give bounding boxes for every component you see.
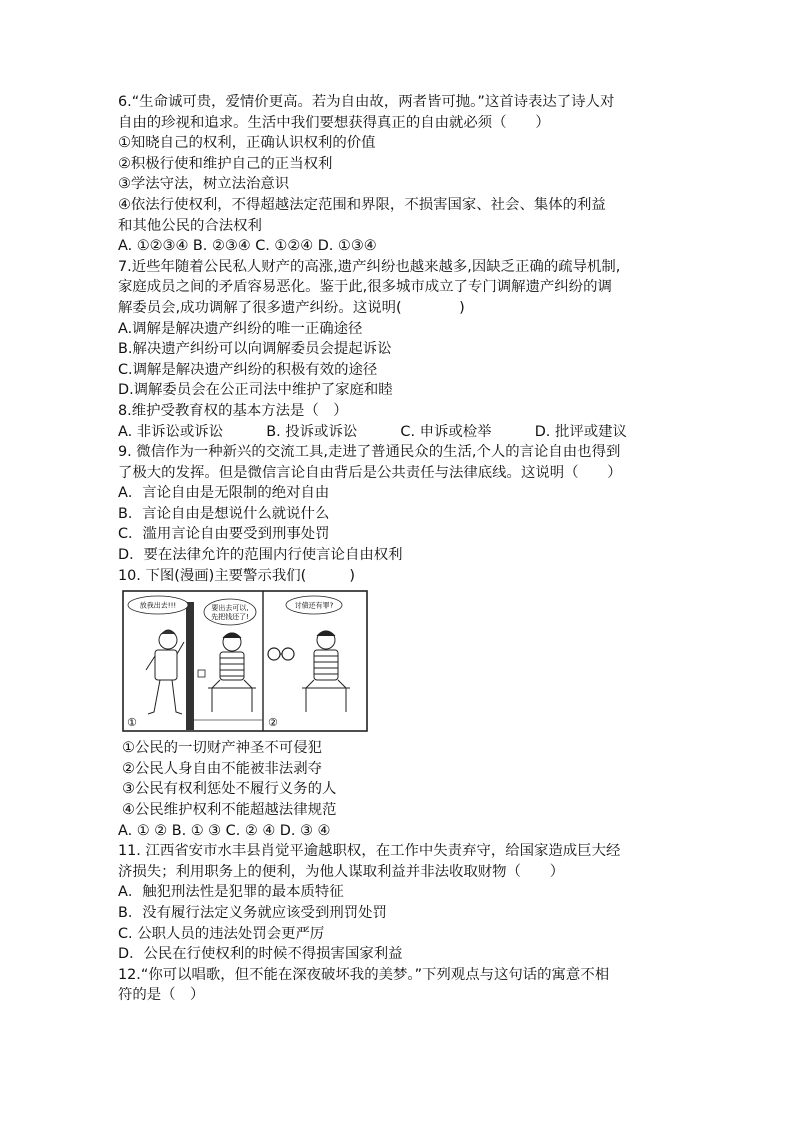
- q6-option: ③学法守法，树立法治意识: [118, 176, 290, 193]
- question-6: [118, 92, 684, 257]
- panel-number-1: ①: [127, 716, 137, 730]
- bubble-text-1: 放我出去!!!: [139, 601, 177, 610]
- q10-stem: 10. 下图(漫画)主要警示我们( ): [118, 567, 355, 584]
- q6-option: ④依法行使权利，不得超越法定范围和界限，不损害国家、社会、集体的利益: [118, 196, 606, 213]
- question-10: [118, 566, 684, 842]
- question-11: [118, 841, 684, 965]
- question-12: [118, 965, 684, 1006]
- comic-svg: [122, 590, 368, 732]
- speech-bubble: [204, 599, 256, 625]
- question-8: [118, 401, 684, 442]
- bubble-text-3: 讨债还有罪?: [294, 601, 334, 610]
- q10-choices: A. ① ② B. ① ③ C. ② ④ D. ③ ④: [118, 822, 331, 839]
- comic-illustration: [122, 590, 368, 732]
- bubble-text-2b: 先把钱还了!: [211, 613, 249, 622]
- q12-line: 12.“你可以唱歌，但不能在深夜破坏我的美梦。”下列观点与这句话的寓意不相: [118, 966, 610, 983]
- q7-option-a: A.调解是解决遗产纠纷的唯一正确途径: [118, 320, 363, 337]
- q9-option-a: A．言论自由是无限制的绝对自由: [118, 485, 330, 502]
- q12-line: 符的是（ ）: [118, 987, 205, 1004]
- q11-option-c: C. 公职人员的违法处罚会更严厉: [118, 925, 325, 942]
- q9-option-c: C．滥用言论自由要受到刑事处罚: [118, 526, 330, 543]
- q7-option-b: B.解决遗产纠纷可以向调解委员会提起诉讼: [118, 341, 392, 358]
- q6-option: 和其他公民的合法权利: [118, 217, 262, 234]
- q10-option: ④公民维护权利不能超越法律规范: [122, 802, 337, 819]
- q6-option: ①知晓自己的权利，正确认识权利的价值: [118, 135, 376, 152]
- q9-option-b: B．言论自由是想说什么就说什么: [118, 505, 330, 522]
- q7-line: 解委员会,成功调解了很多遗产纠纷。这说明( ): [118, 299, 465, 316]
- q8-choices: A. 非诉讼或诉讼 B. 投诉或诉讼 C. 申诉或检举 D. 批评或建议: [118, 423, 627, 440]
- q9-line: 了极大的发挥。但是微信言论自由背后是公共责任与法律底线。这说明（ ）: [118, 464, 622, 481]
- padlock-icon: [198, 670, 205, 677]
- q9-option-d: D．要在法律允许的范围内行使言论自由权利: [118, 547, 403, 564]
- bubble-text-2a: 要出去可以,: [211, 604, 249, 613]
- q6-choices: A. ①②③④ B. ②③④ C. ①②④ D. ①③④: [118, 238, 377, 255]
- q7-option-d: D.调解委员会在公正司法中维护了家庭和睦: [118, 382, 393, 399]
- q11-line: 济损失；利用职务上的便利，为他人谋取利益并非法收取财物（ ）: [118, 863, 565, 880]
- panel-number-2: ②: [268, 716, 278, 730]
- exam-page: [118, 92, 684, 1006]
- q11-line: 11. 江西省安市水丰县肖觉平逾越职权，在工作中失责弃守，给国家造成巨大经: [118, 843, 621, 860]
- q6-line: 自由的珍视和追求。生活中我们要想获得真正的自由就必须（ ）: [118, 114, 550, 131]
- q7-line: 7.近些年随着公民私人财产的高涨,遗产纠纷也越来越多,因缺乏正确的疏导机制,: [118, 258, 621, 275]
- q7-line: 家庭成员之间的矛盾容易恶化。鉴于此,很多城市成立了专门调解遗产纠纷的调: [118, 279, 612, 296]
- q11-option-a: A．触犯刑法性是犯罪的最本质特征: [118, 884, 344, 901]
- q7-option-c: C.调解是解决遗产纠纷的积极有效的途径: [118, 361, 378, 378]
- q6-option: ②积极行使和维护自己的正当权利: [118, 155, 333, 172]
- q10-option: ①公民的一切财产神圣不可侵犯: [122, 740, 322, 757]
- q10-option: ②公民人身自由不能被非法剥夺: [122, 760, 322, 777]
- question-7: [118, 257, 684, 401]
- door-wall: [186, 602, 194, 730]
- q9-line: 9. 微信作为一种新兴的交流工具,走进了普通民众的生活,个人的言论自由也得到: [118, 444, 621, 461]
- q8-stem: 8.维护受教育权的基本方法是（ ）: [118, 402, 348, 419]
- q11-option-d: D．公民在行使权利的时候不得损害国家利益: [118, 946, 403, 963]
- q11-option-b: B．没有履行法定义务就应该受到刑罚处罚: [118, 905, 387, 921]
- question-9: [118, 442, 684, 566]
- q10-option: ③公民有权利惩处不履行义务的人: [122, 781, 337, 798]
- q6-line: 6.“生命诚可贵，爱情价更高。若为自由故，两者皆可抛。”这首诗表达了诗人对: [118, 94, 615, 110]
